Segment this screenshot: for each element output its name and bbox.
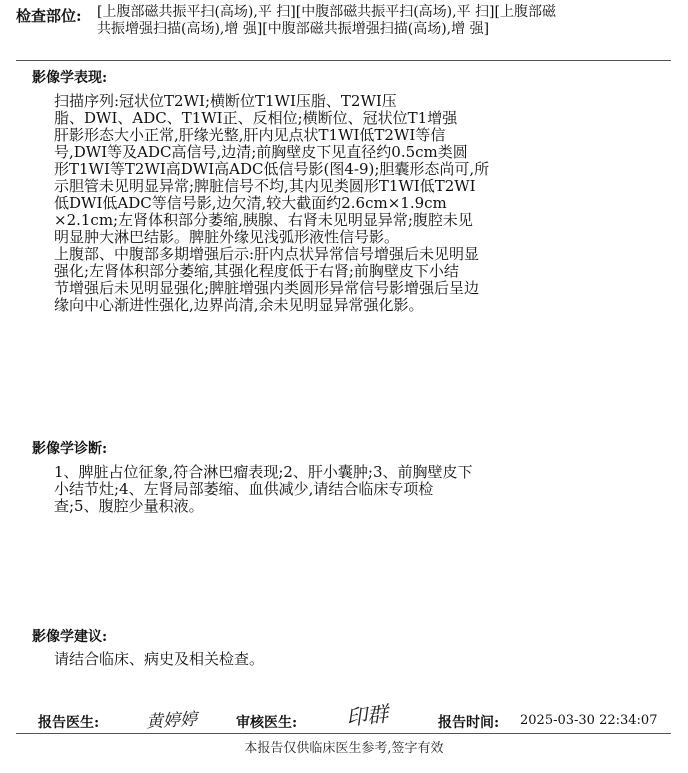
findings-line: 扫描序列:冠状位T2WI;横断位T1WI压脂、T2WI压: [54, 92, 397, 110]
findings-line: 节增强后未见明显强化;脾脏增强内类圆形异常信号影增强后呈边: [54, 279, 480, 297]
report-time-value: 2025-03-30 22:34:07: [520, 713, 658, 728]
exam-region-text: [97, 4, 677, 38]
findings-line: ×2.1cm;左肾体积部分萎缩,胰腺、右肾未见明显异常;腹腔未见: [54, 211, 473, 229]
diagnosis-body: [54, 464, 473, 515]
findings-line: 肝影形态大小正常,肝缘光整,肝内见点状T1WI低T2WI等信: [54, 126, 446, 144]
diagnosis-title: 影像学诊断:: [32, 441, 108, 457]
findings-line: 脂、DWI、ADC、T1WI正、反相位;横断位、冠状位T1增强: [54, 109, 458, 127]
report-time-label: 报告时间:: [438, 715, 500, 731]
footer-note: 本报告仅供临床医生参考,签字有效: [244, 741, 444, 756]
header-divider: [16, 60, 671, 61]
findings-line: 上腹部、中腹部多期增强后示:肝内点状异常信号增强后未见明显: [54, 245, 480, 263]
findings-line: 强化;左肾体积部分萎缩,其强化程度低于右肾;前胸壁皮下小结: [54, 262, 459, 280]
findings-line: 低DWI低ADC等信号影,边欠清,较大截面约2.6cm×1.9cm: [54, 194, 447, 212]
diagnosis-line: 查;5、腹腔少量积液。: [54, 497, 204, 515]
suggestion-title: 影像学建议:: [32, 629, 108, 645]
findings-title: 影像学表现:: [32, 70, 108, 86]
exam-region-line: 共振增强扫描(高场),增 强][中腹部磁共振增强扫描(高场),增 强]: [97, 21, 490, 37]
review-doctor-label: 审核医生:: [236, 715, 298, 731]
diagnosis-line: 小结节灶;4、左肾局部萎缩、血供减少,请结合临床专项检: [54, 480, 434, 498]
diagnosis-line: 1、脾脏占位征象,符合淋巴瘤表现;2、肝小囊肿;3、前胸壁皮下: [54, 463, 473, 481]
findings-line: 示胆管未见明显异常;脾脏信号不均,其内见类圆形T1WI低T2WI: [54, 177, 476, 195]
findings-line: 号,DWI等及ADC高信号,边清;前胸壁皮下见直径约0.5cm类圆: [54, 143, 468, 161]
exam-region-line: [上腹部磁共振平扫(高场),平 扫][中腹部磁共振平扫(高场),平 扫][上腹部磁: [97, 4, 556, 20]
findings-line: 形T1WI等T2WI高DWI高ADC低信号影(图4-9);胆囊形态尚可,所: [54, 160, 490, 178]
exam-region-label: 检查部位:: [16, 7, 82, 25]
report-doctor-label: 报告医生:: [38, 715, 100, 731]
review-doctor-signature: 印群: [344, 701, 390, 731]
findings-line: 明显肿大淋巴结影。脾脏外缘见浅弧形液性信号影。: [54, 228, 400, 246]
report-doctor-signature: 黄婷婷: [145, 709, 198, 733]
suggestion-text: 请结合临床、病史及相关检查。: [54, 650, 265, 668]
findings-line: 缘向中心渐进性强化,边界尚清,余未见明显异常强化影。: [54, 296, 424, 314]
footer-divider: [16, 733, 671, 734]
findings-body: [54, 93, 489, 314]
